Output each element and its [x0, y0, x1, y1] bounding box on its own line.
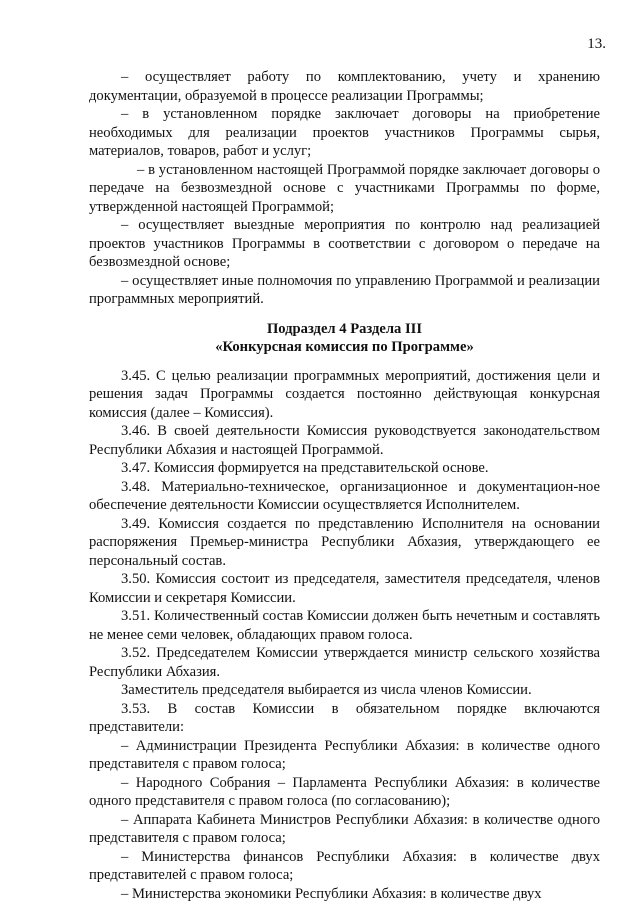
clause: 3.50. Комиссия состоит из председателя, заместителя председателя, членов Комиссии и секретаря Комиссии.: [89, 571, 600, 606]
intro-item: – осуществляет иные полномочия по управлению Программой и реализации программных мероприятий.: [89, 272, 600, 307]
representative-item: – Народного Собрания – Парламента Республики Абхазия: в количестве одного представителя с правом голоса (по согласованию);: [89, 774, 600, 809]
clause: 3.46. В своей деятельности Комиссия руководствуется законодательством Республики Абхазия и настоящей Программой.: [89, 423, 600, 458]
page-number: 13.: [587, 36, 606, 52]
section-heading: [89, 320, 600, 357]
clause: 3.53. В состав Комиссии в обязательном порядке включаются представители:: [89, 700, 600, 735]
section-heading-line2: «Конкурсная комиссия по Программе»: [215, 339, 474, 355]
clause: Заместитель председателя выбирается из числа членов Комиссии.: [121, 682, 532, 698]
clause: 3.51. Количественный состав Комиссии должен быть нечетным и составлять не менее семи человек, обладающих правом голоса.: [89, 608, 600, 643]
clause: 3.48. Материально-техническое, организационное и документацион-ное обеспечение деятельности Комиссии осуществляется Исполнителем.: [89, 478, 600, 513]
representative-item: – Администрации Президента Республики Абхазия: в количестве одного представителя с правом голоса;: [89, 737, 600, 772]
intro-item: – в установленном порядке заключает договоры на приобретение необходимых для реализации проектов участников Программы сырья, материалов, товаров, работ и услуг;: [89, 106, 600, 159]
clause: 3.49. Комиссия создается по представлению Исполнителя на основании распоряжения Премьер-министра Республики Абхазия, утверждающего ее персональный состав.: [89, 515, 600, 569]
clause: 3.52. Председателем Комиссии утверждается министр сельского хозяйства Республики Абхазия.: [89, 645, 600, 680]
intro-item: – осуществляет работу по комплектованию, учету и хранению документации, образуемой в процессе реализации Программы;: [89, 69, 600, 104]
representative-item: – Аппарата Кабинета Министров Республики Абхазия: в количестве одного представителя с правом голоса;: [89, 811, 600, 846]
clause: 3.45. С целью реализации программных мероприятий, достижения цели и решения задач Программы создается постоянно действующая конкурсная комиссия (далее – Комиссия).: [89, 367, 600, 421]
intro-item: – в установленном настоящей Программой порядке заключает договоры о передаче на безвозмездной основе с участниками Программы по форме, утвержденной настоящей Программой;: [89, 161, 600, 215]
document-body: [89, 68, 600, 903]
representative-item: – Министерства экономики Республики Абхазия: в количестве двух: [121, 885, 542, 902]
representative-item: – Министерства финансов Республики Абхазия: в количестве двух представителей с правом голоса;: [89, 848, 600, 883]
intro-item: – осуществляет выездные мероприятия по контролю над реализацией проектов участников Программы в соответствии с договором о передаче на безвозмездной основе;: [89, 217, 600, 270]
section-heading-line1: Подраздел 4 Раздела III: [266, 320, 423, 337]
clause: 3.47. Комиссия формируется на представительской основе.: [121, 460, 489, 476]
